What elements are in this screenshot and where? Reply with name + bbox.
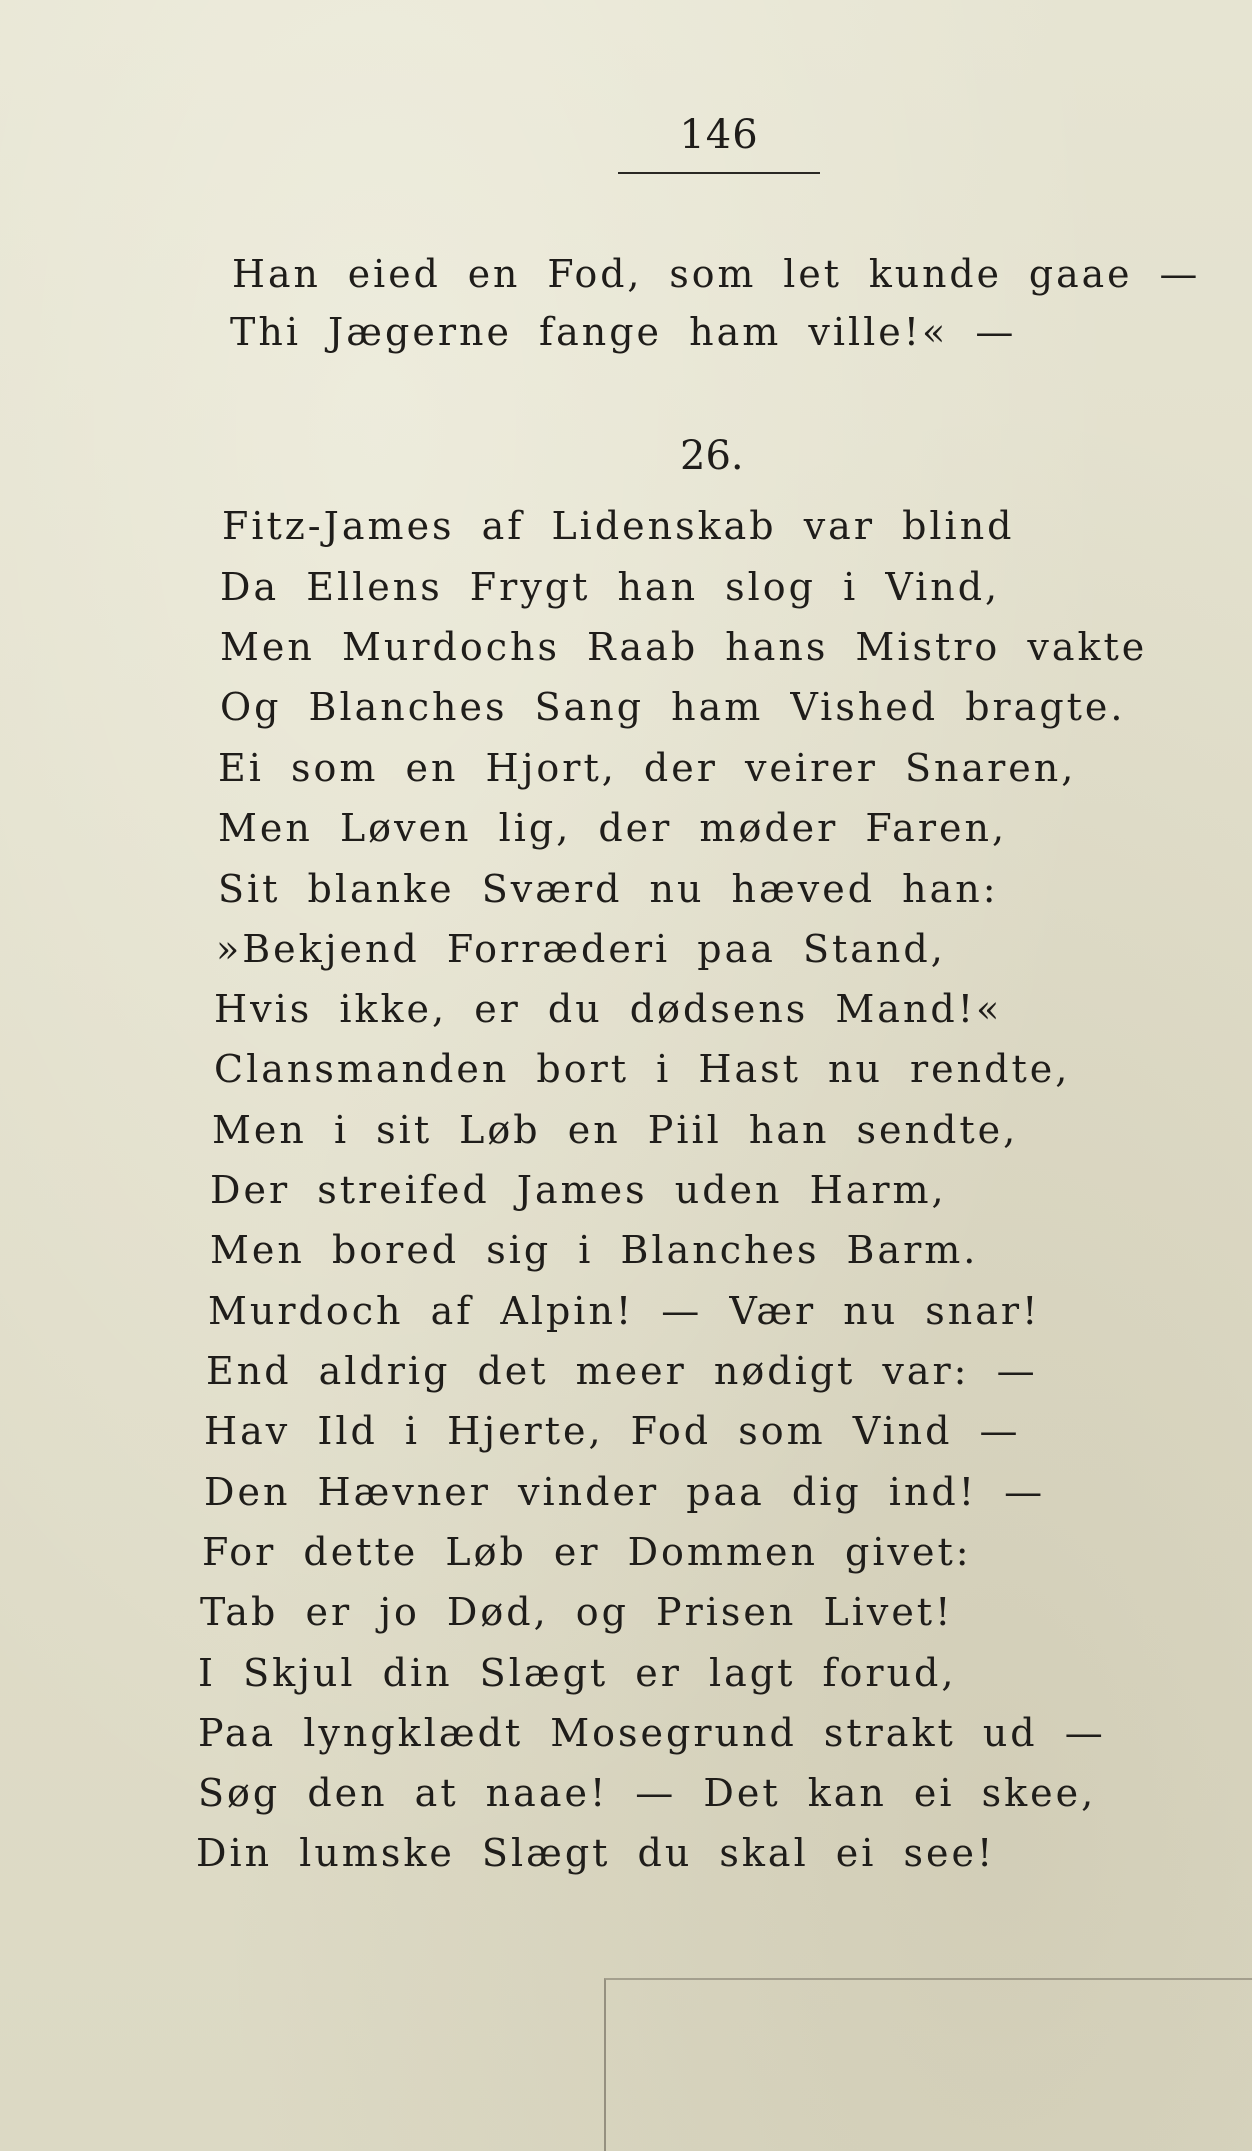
poem-line: Fitz-James af Lidenskab var blind — [222, 504, 1015, 548]
poem-line: Murdoch af Alpin! — Vær nu snar! — [208, 1289, 1041, 1333]
poem-line: Clansmanden bort i Hast nu rendte, — [214, 1047, 1071, 1091]
poem-line: Thi Jægerne fange ham ville!« — — [230, 310, 1017, 354]
poem-line: Paa lyngklædt Mosegrund strakt ud — — [198, 1711, 1106, 1755]
poem-line: Der streifed James uden Harm, — [210, 1168, 947, 1212]
poem-line: Og Blanches Sang ham Vished bragte. — [220, 685, 1126, 729]
poem-line: Ei som en Hjort, der veirer Snaren, — [218, 746, 1077, 790]
poem-line: Men Murdochs Raab hans Mistro vakte — [220, 625, 1148, 669]
poem-line: Men Løven lig, der møder Faren, — [218, 806, 1008, 850]
poem-line: »Bekjend Forræderi paa Stand, — [216, 927, 946, 971]
page-number: 146 — [679, 112, 759, 158]
poem-line: Tab er jo Død, og Prisen Livet! — [200, 1590, 954, 1634]
poem-line: Hav Ild i Hjerte, Fod som Vind — — [204, 1409, 1021, 1453]
poem-line: Hvis ikke, er du dødsens Mand!« — [214, 987, 1003, 1031]
poem-line: Din lumske Slægt du skal ei see! — [196, 1831, 996, 1875]
poem-line: Men i sit Løb en Piil han sendte, — [212, 1108, 1019, 1152]
poem-line: For dette Løb er Dommen givet: — [202, 1530, 972, 1574]
page-edge-mark — [604, 1978, 1252, 2151]
poem-line: Den Hævner vinder paa dig ind! — — [204, 1470, 1046, 1514]
poem-line: Han eied en Fod, som let kunde gaae — — [232, 252, 1201, 296]
poem-line: I Skjul din Slægt er lagt forud, — [198, 1651, 957, 1695]
poem-line: Men bored sig i Blanches Barm. — [210, 1228, 979, 1272]
stanza-number: 26. — [680, 433, 744, 479]
poem-line: End aldrig det meer nødigt var: — — [206, 1349, 1038, 1393]
poem-line: Sit blanke Sværd nu hæved han: — [218, 867, 999, 911]
poem-line: Da Ellens Frygt han slog i Vind, — [220, 565, 1001, 609]
poem-line: Søg den at naae! — Det kan ei skee, — [198, 1771, 1097, 1815]
header-rule — [618, 172, 820, 174]
